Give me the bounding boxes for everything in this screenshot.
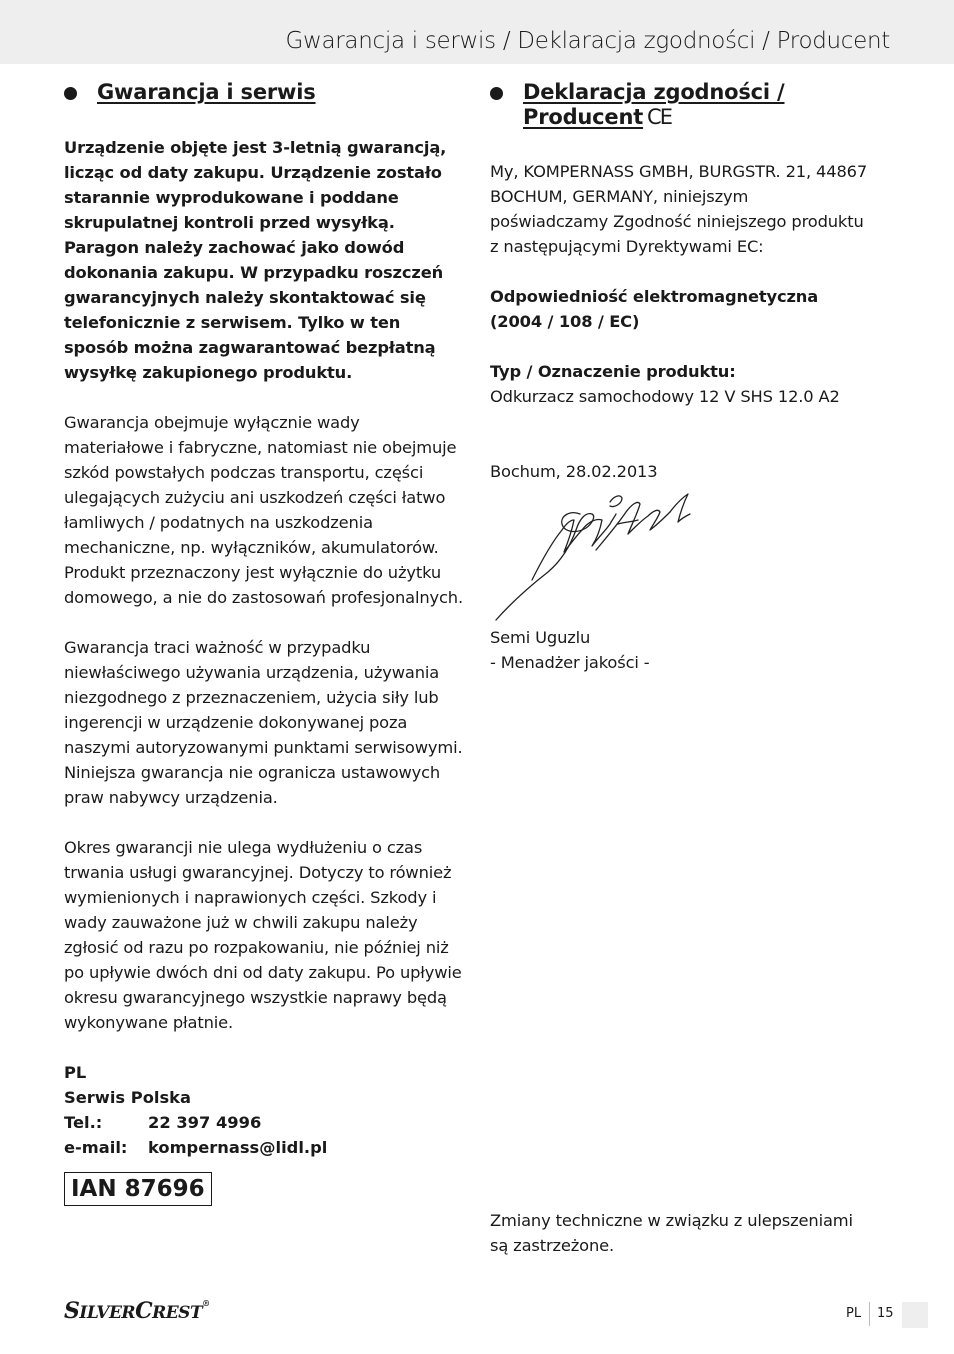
contact-service: Serwis Polska bbox=[64, 1088, 191, 1107]
email-label: e-mail: bbox=[64, 1138, 128, 1157]
product-value: Odkurzacz samochodowy 12 V SHS 12.0 A2 bbox=[490, 387, 840, 406]
page-title: Gwarancja i serwis / Deklaracja zgodności / Producent bbox=[285, 28, 890, 54]
warranty-period-paragraph: Okres gwarancji nie ulega wydłużeniu o czas trwania usługi gwarancyjnej. Dotyczy to również wymienionych i naprawionych części. Szkody i wady zauważone już w chwili zakupu należy zgłosić od razu po rozpakowaniu, nie później niż po upływie dwóch dni od daty zakupu. Po upływie okresu gwarancyjnego wszystkie naprawy będą wykonywane płatnie. bbox=[64, 838, 462, 1032]
ian-number-box: IAN 87696 bbox=[64, 1172, 212, 1206]
footer-divider bbox=[869, 1302, 870, 1326]
warranty-void-paragraph: Gwarancja traci ważność w przypadku niewłaściwego używania urządzenia, używania niezgodnego z przeznaczeniem, użycia siły lub ingerencji w urządzenie dokonywanej poza naszymi autoryzowanymi punktami serwisowymi. Niniejsza gwarancja nie ogranicza ustawowych praw nabywcy urządzenia. bbox=[64, 638, 463, 807]
signer-role: - Menadżer jakości - bbox=[490, 653, 650, 672]
language-code: PL bbox=[846, 1306, 862, 1321]
contact-country: PL bbox=[64, 1063, 87, 1082]
header-bar bbox=[0, 0, 954, 64]
page-number: 15 bbox=[877, 1306, 894, 1321]
warranty-scope-paragraph: Gwarancja obejmuje wyłącznie wady materiałowe i fabryczne, natomiast nie obejmuje szkód powstałych podczas transportu, części ulegających zużyciu ani uszkodzeń części łatwo łamliwych / podatnych na uszkodzenia mechaniczne, np. wyłączników, akumulatorów. Produkt przeznaczony jest wyłącznie do użytku domowego, a nie do zastosowań profesjonalnych. bbox=[64, 413, 464, 607]
email-value: kompernass@lidl.pl bbox=[148, 1138, 328, 1157]
tel-value: 22 397 4996 bbox=[148, 1113, 262, 1132]
ce-mark-icon: CE bbox=[647, 105, 671, 129]
signature-image bbox=[492, 490, 692, 625]
declaration-column bbox=[490, 80, 870, 675]
service-contact bbox=[64, 1060, 464, 1160]
place-date: Bochum, 28.02.2013 bbox=[490, 462, 658, 481]
directive-text: Odpowiedniość elektromagnetyczna (2004 / 108 / EC) bbox=[490, 287, 819, 331]
declaration-paragraph: My, KOMPERNASS GMBH, BURGSTR. 21, 44867 BOCHUM, GERMANY, niniejszym poświadczamy Zgodność niniejszego produktu z następującymi Dyrektywami EC: bbox=[490, 162, 868, 256]
product-label: Typ / Oznaczenie produktu: bbox=[490, 362, 736, 381]
declaration-heading: Deklaracja zgodności / Producent CE bbox=[490, 80, 870, 130]
technical-changes-note: Zmiany techniczne w związku z ulepszeniami są zastrzeżone. bbox=[490, 1211, 853, 1255]
warranty-heading: Gwarancja i serwis bbox=[64, 80, 464, 105]
warranty-column bbox=[64, 80, 464, 1206]
tel-label: Tel.: bbox=[64, 1113, 103, 1132]
bullet-icon bbox=[490, 87, 503, 100]
warranty-intro-paragraph: Urządzenie objęte jest 3-letnią gwarancją, licząc od daty zakupu. Urządzenie zostało starannie wyprodukowane i poddane skrupulatnej kontroli przed wysyłką. Paragon należy zachować jako dowód dokonania zakupu. W przypadku roszczeń gwarancyjnych należy skontaktować się telefonicznie z serwisem. Tylko w ten sposób można zagwarantować bezpłatną wysyłkę zakupionego produktu. bbox=[64, 138, 447, 382]
silvercrest-logo: SILVERCREST® bbox=[64, 1298, 210, 1324]
footer-grey-box bbox=[902, 1302, 928, 1328]
bullet-icon bbox=[64, 87, 77, 100]
signer-name: Semi Uguzlu bbox=[490, 628, 591, 647]
